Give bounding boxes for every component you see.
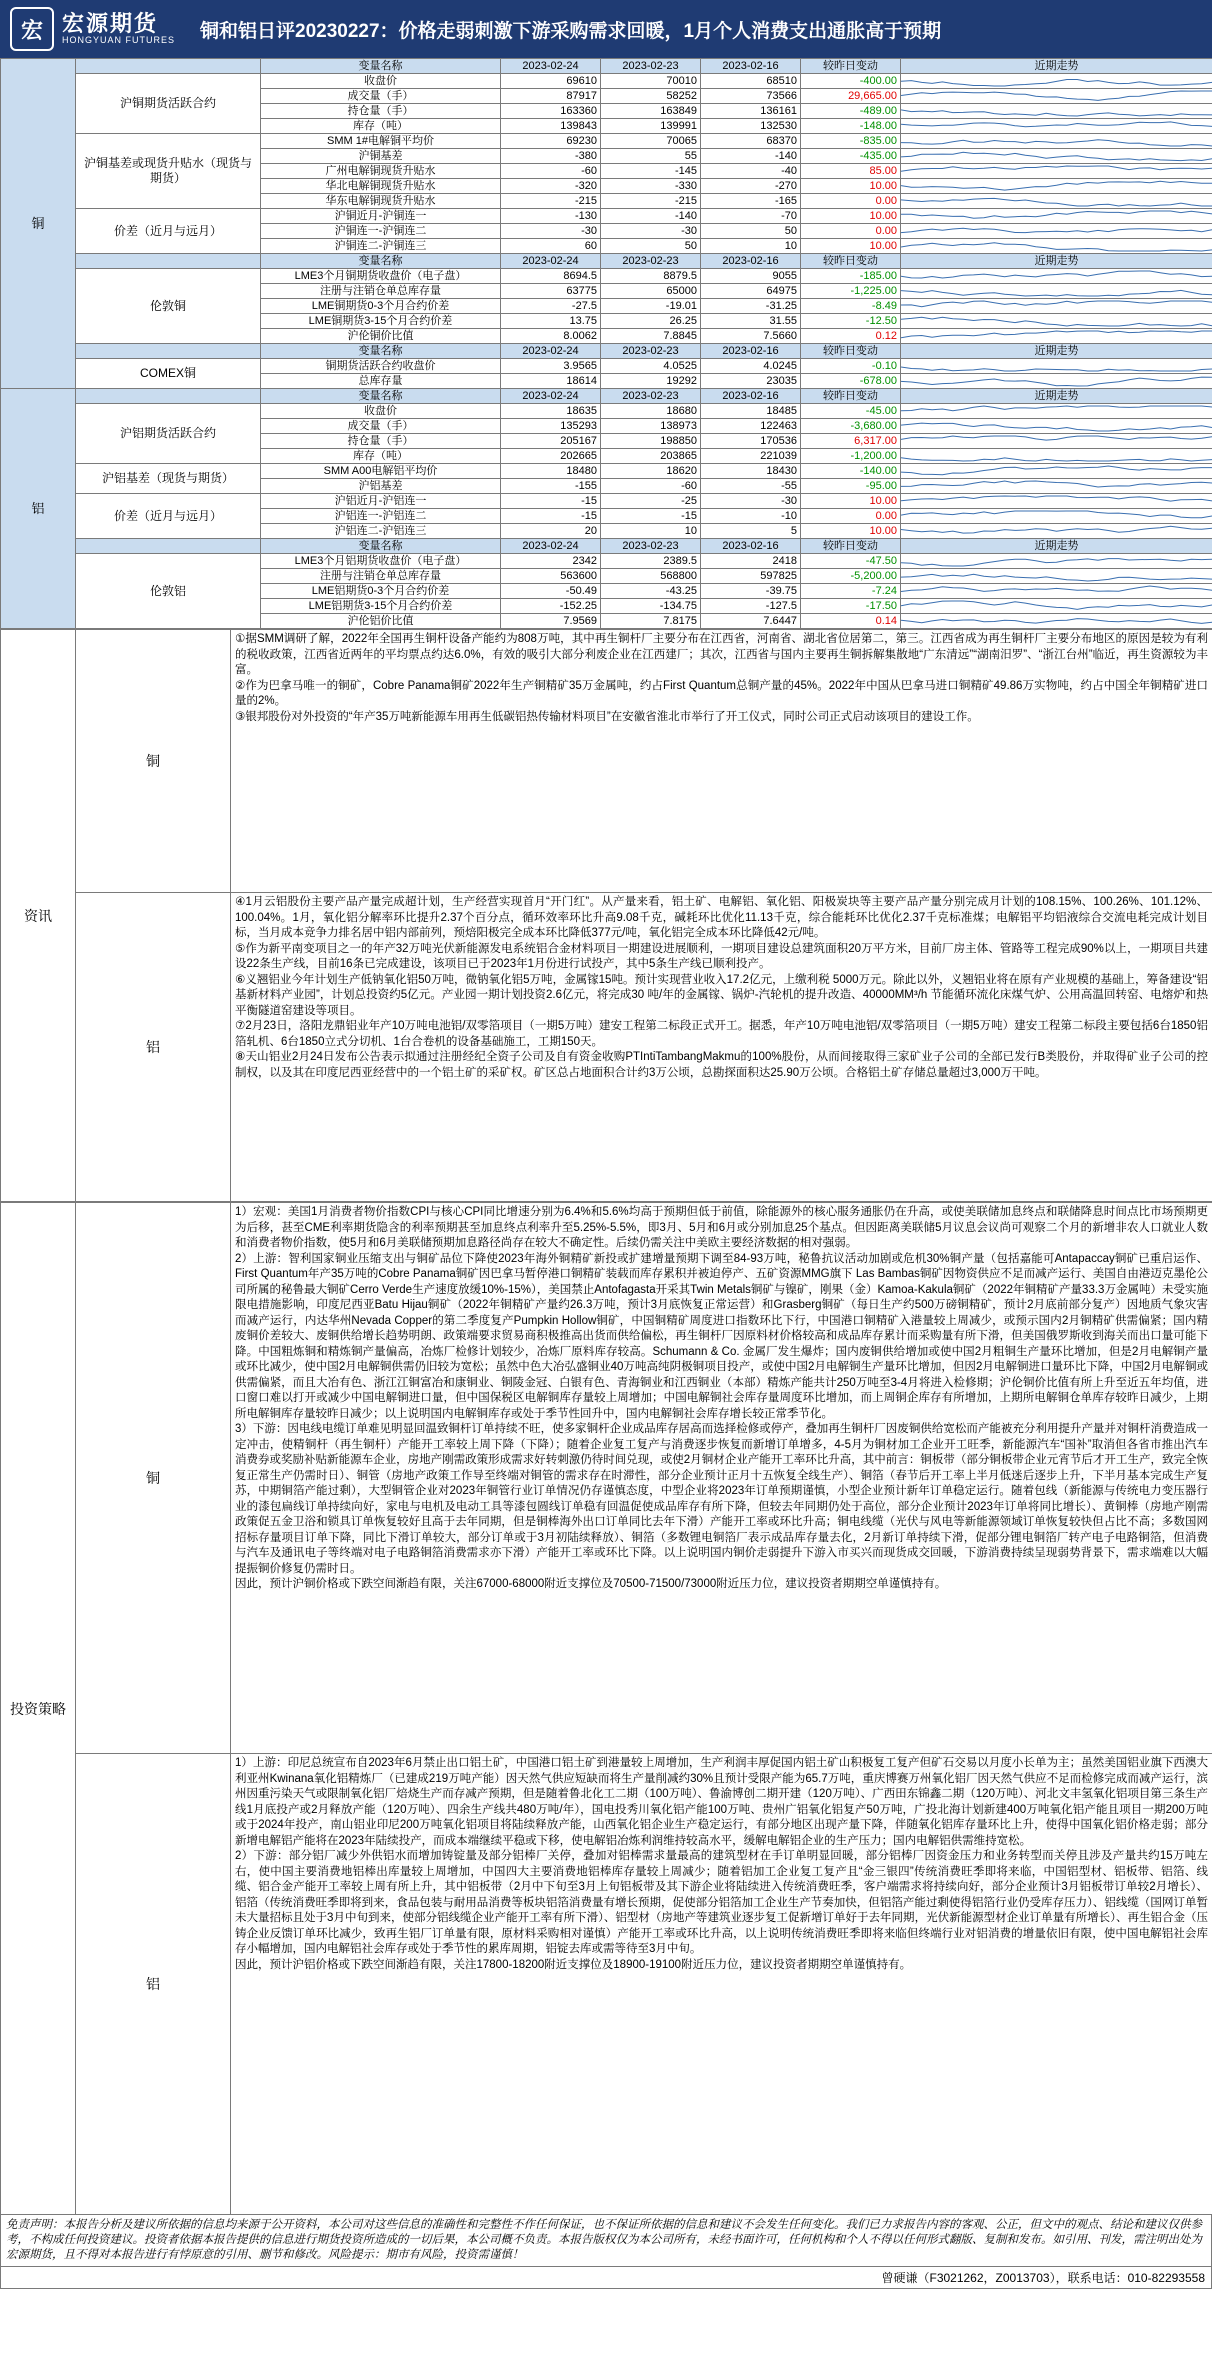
change-value: -1,200.00 [801,449,901,464]
value-prev-day: 139991 [601,119,701,134]
value-prev-week: -10 [701,509,801,524]
change-value: -7.24 [801,584,901,599]
variable-name: 总库存量 [261,374,501,389]
variable-name: 注册与注销仓单总库存量 [261,284,501,299]
value-prev-day: -43.25 [601,584,701,599]
trend-sparkline [901,194,1212,209]
date-col-3: 2023-02-16 [701,389,801,404]
change-value: -8.49 [801,299,901,314]
change-col: 较昨日变动 [801,539,901,554]
table-row [1,209,1212,224]
value-current: -130 [501,209,601,224]
date-col-2: 2023-02-23 [601,389,701,404]
change-value: 0.00 [801,509,901,524]
group-label: COMEX铜 [76,359,261,389]
variable-name: 沪铜连一-沪铜连二 [261,224,501,239]
date-col-3: 2023-02-16 [701,344,801,359]
variable-name: 收盘价 [261,404,501,419]
value-prev-day: 70065 [601,134,701,149]
variable-name: 沪铜基差 [261,149,501,164]
trend-sparkline [901,209,1212,224]
variable-name: 铜期货活跃合约收盘价 [261,359,501,374]
trend-sparkline [901,374,1212,389]
value-current: 8.0062 [501,329,601,344]
variable-name: 成交量（手） [261,89,501,104]
trend-sparkline [901,284,1212,299]
group-label: 伦敦铝 [76,554,261,629]
column-header-row [1,59,1212,74]
trend-sparkline [901,164,1212,179]
value-prev-day: -15 [601,509,701,524]
variable-name: 成交量（手） [261,419,501,434]
value-current: -15 [501,494,601,509]
value-prev-day: 163849 [601,104,701,119]
value-prev-week: -70 [701,209,801,224]
paragraph: ②作为巴拿马唯一的铜矿，Cobre Panama铜矿2022年生产铜精矿35万金属吨，约占First Quantum总铜产量的45%。2022年中国从巴拿马进口铜精矿49.86万实物吨，约占中国全年铜精矿进口量的2%。 [235,679,1208,707]
variable-name: 持仓量（手） [261,434,501,449]
group-label: 价差（近月与远月） [76,209,261,254]
trend-col: 近期走势 [901,254,1212,269]
value-prev-week: 7.6447 [701,614,801,629]
variable-name: LME铝期货0-3个月合约价差 [261,584,501,599]
change-value: -47.50 [801,554,901,569]
value-current: 69230 [501,134,601,149]
date-col-2: 2023-02-23 [601,59,701,74]
value-current: 202665 [501,449,601,464]
group-label: 沪铝期货活跃合约 [76,404,261,464]
value-current: -60 [501,164,601,179]
date-col-1: 2023-02-24 [501,59,601,74]
change-value: 10.00 [801,239,901,254]
value-prev-week: 597825 [701,569,801,584]
value-prev-week: 136161 [701,104,801,119]
variable-name: LME铜期货0-3个月合约价差 [261,299,501,314]
section-label: 铝 [1,389,76,629]
value-prev-day: 138973 [601,419,701,434]
variable-name: 沪铜近月-沪铜连一 [261,209,501,224]
trend-sparkline [901,509,1212,524]
news-table [0,629,1212,1202]
value-prev-week: -165 [701,194,801,209]
value-prev-week: 64975 [701,284,801,299]
value-prev-day: 58252 [601,89,701,104]
change-value: 10.00 [801,179,901,194]
value-prev-day: 18620 [601,464,701,479]
column-header-row [1,389,1212,404]
value-prev-day: 568800 [601,569,701,584]
table-row [1,269,1212,284]
trend-col: 近期走势 [901,389,1212,404]
value-current: -15 [501,509,601,524]
trend-sparkline [901,464,1212,479]
value-prev-day: 7.8175 [601,614,701,629]
variable-name: 收盘价 [261,74,501,89]
trend-sparkline [901,434,1212,449]
change-value: -400.00 [801,74,901,89]
date-col-2: 2023-02-23 [601,539,701,554]
group-label: 伦敦铜 [76,269,261,344]
date-col-3: 2023-02-16 [701,539,801,554]
company-logo [0,0,190,58]
change-value: 10.00 [801,209,901,224]
change-col: 较昨日变动 [801,389,901,404]
variable-name: 沪铝基差 [261,479,501,494]
paragraph: 因此，预计沪铝价格或下跌空间渐趋有限，关注17800-18200附近支撑位及18900-19100附近压力位，建议投资者期期空单谨慎持有。 [235,1958,912,1971]
value-prev-week: 170536 [701,434,801,449]
value-prev-week: 10 [701,239,801,254]
trend-sparkline [901,614,1212,629]
paragraph: 1）上游：印尼总统宣布自2023年6月禁止出口铝土矿，中国港口铝土矿到港量较上周增加，生产利润丰厚促国内铝土矿山积极复工复产但矿石交易以月度小长单为主；虽然美国铝业旗下西澳大利亚州Kwinana氧化铝精炼厂（已建成219万吨产能）因天然气供应短缺而将生产量削减约30%且预计受限产能为65.7万吨，重庆博赛万州氧化铝厂因天然气供应不足而检修完成而减产运行，滨州因重污染天气或限制氧化铝厂焙烧生产而存减产预期，但是随着鲁北化工二期（100万吨）、鲁渝博创二期开建（120万吨）、广西田东锦鑫二期（120万吨）、河北文丰氢氧化铝项目第三条生产线1月底投产或2月释放产能（120万吨）、四余生产线共480万吨/年），国电投秀川氧化铝产能100万吨、贵州广铝氧化铝复产50万吨，广投北海计划新建400万吨氧化铝产能且项目一期200万吨或于2024年投产，南山铝业印尼200万吨氧化铝项目将陆续释放产能，山西氧化铝企业生产稳定运行，有部分地区出现产量下降，伴随氧化铝库存量环比上升，使得中国氧化铝价格走弱；部分新增电解铝产能将在2023年陆续投产，而成本端继续平稳或下移，使电解铝冶炼利润维持较高水平，缓解电解铝企业的生产压力；国内电解铝供需维持宽松。 [235,1757,1208,1847]
value-prev-week: 2418 [701,554,801,569]
news-copper-label: 铜 [76,630,231,893]
variable-name: 沪铝连一-沪铝连二 [261,509,501,524]
change-value: 0.00 [801,224,901,239]
variable-name: LME铜期货3-15个月合约价差 [261,314,501,329]
trend-sparkline [901,149,1212,164]
variable-name: 沪铜连二-沪铜连三 [261,239,501,254]
value-prev-week: 7.5660 [701,329,801,344]
date-col-1: 2023-02-24 [501,389,601,404]
value-prev-day: 55 [601,149,701,164]
strategy-copper-text [231,1203,1212,1754]
date-col-2: 2023-02-23 [601,254,701,269]
header-spacer [76,344,261,359]
market-data-table [0,58,1212,629]
variable-name: 华北电解铜现货升贴水 [261,179,501,194]
strategy-copper-label: 铜 [76,1203,231,1754]
value-prev-day: 2389.5 [601,554,701,569]
variable-name: LME3个月铜期货收盘价（电子盘） [261,269,501,284]
value-prev-week: -127.5 [701,599,801,614]
paragraph: ③银邦股份对外投资的“年产35万吨新能源车用再生低碳铝热传输材料项目”在安徽省淮北市举行了开工仪式，同时公司正式启动该项目的建设工作。 [235,710,979,723]
strategy-aluminum-label: 铝 [76,1754,231,2215]
variable-name: SMM 1#电解铜平均价 [261,134,501,149]
value-prev-day: 70010 [601,74,701,89]
trend-sparkline [901,119,1212,134]
paragraph: ⑦2月23日，洛阳龙鼎铝业年产10万吨电池铝/双零箔项目（一期5万吨）建安工程第二标段正式开工。据悉，年产10万吨电池铝/双零箔项目（一期5万吨）建安工程第二标段主要包括6台1850铝箔轧机、6台1850立式分切机、1台合卷机的设备基础施工，工期150天。 [235,1020,1208,1048]
table-row [1,134,1212,149]
trend-col: 近期走势 [901,539,1212,554]
change-value: -678.00 [801,374,901,389]
变量名称-col: 变量名称 [261,389,501,404]
change-value: -3,680.00 [801,419,901,434]
trend-sparkline [901,404,1212,419]
variable-name: SMM A00电解铝平均价 [261,464,501,479]
variable-name: 沪铝近月-沪铝连一 [261,494,501,509]
value-prev-week: 73566 [701,89,801,104]
trend-sparkline [901,554,1212,569]
news-aluminum-label: 铝 [76,893,231,1202]
date-col-1: 2023-02-24 [501,344,601,359]
trend-sparkline [901,599,1212,614]
news-section-label: 资讯 [1,630,76,1202]
value-prev-day: 203865 [601,449,701,464]
value-prev-day: -215 [601,194,701,209]
value-current: 139843 [501,119,601,134]
date-col-3: 2023-02-16 [701,59,801,74]
value-current: -30 [501,224,601,239]
value-prev-day: -60 [601,479,701,494]
value-current: 135293 [501,419,601,434]
change-value: -45.00 [801,404,901,419]
change-value: 0.00 [801,194,901,209]
change-value: -17.50 [801,599,901,614]
trend-sparkline [901,569,1212,584]
change-col: 较昨日变动 [801,59,901,74]
variable-name: 沪铝连二-沪铝连三 [261,524,501,539]
value-current: -152.25 [501,599,601,614]
value-prev-week: 18430 [701,464,801,479]
paragraph: 3）下游：因电线电缆订单难见明显回温致铜杆订单持续不旺，使多家铜杆企业成品库存居高而选择检修或停产，叠加再生铜杆厂因废铜供给宽松而产能被充分利用提升产量并对铜杆消费造成一定冲击，使精铜杆（再生铜杆）产能开工率较上周下降（下降）；随着企业复工复产与消费逐步恢复而新增订单增多，4-5月为铜材加工企业开工旺季，新能源汽车“国补”取消但各省市推出汽车消费券或奖励补贴新能源车企业，房地产刚需政策形成需求好转刺激仍待时间兑现，或使2月铜材企业产能开工率环比升高，其中前言：铜板带（部分铜板带企业元宵节后才开工生产，致完全恢复正常生产仍需时日）、铜管（房地产政策工作导至终端对铜管的需求存在时滞性，部分企业预计正月十五恢复全线生产）、铜箔（春节后开工率上半月低迷后逐步上升，下半月基本完成生产复苏，中期铜箔产能过剩），大型铜管企业对2023年铜管行业订单情况仍存谨慎态度，中型企业将2023年订单预期谨慎，小型企业预计新年订单稳定运行。随着包线（新能源与传统电力变压器行业的漆包扁线订单持续向好，家电与电机及电动工具等漆包圆线订单稳有回温促使成品库存有所下降，但较去年同期仍处于高位，部分企业预计2023年订单将同比增长）、黄铜棒（房地产刚需政策促五金卫浴和锁具订单恢复较好且高于去年同期，但是铜棒海外出口订单同比去年下滑）产能开工率或环比升高；铜电线缆（光伏与风电等新能源领域订单恢复较快但占比不高；多数国网招标存量项目订单下降，同比下滑订单较大，部分订单或于3月初陆续释放）、铜箔（多数锂电铜箔厂表示成品库存量去化，2月新订单持续下滑，促部分锂电铜箔厂转产电子电路铜箔，但消费与汽车及通讯电子等终端对电子电路铜箔消费需求亦下滑）产能开工率或环比下降。以上说明国内铜价走弱提升下游入市买兴而现货成交回暖，下游消费持续呈现弱势背景下，需求端难以大幅提振铜价修复仍需时日。 [235,1423,1208,1575]
value-current: 18614 [501,374,601,389]
variable-name: 沪伦铝价比值 [261,614,501,629]
strategy-aluminum-text [231,1754,1212,2215]
variable-name: 库存（吨） [261,119,501,134]
change-value: 29,665.00 [801,89,901,104]
date-col-1: 2023-02-24 [501,254,601,269]
change-value: 10.00 [801,524,901,539]
变量名称-col: 变量名称 [261,254,501,269]
value-current: -50.49 [501,584,601,599]
news-aluminum-text [231,893,1212,1202]
value-prev-week: -140 [701,149,801,164]
paragraph: 因此，预计沪铜价格或下跌空间渐趋有限，关注67000-68000附近支撑位及70500-71500/73000附近压力位，建议投资者期期空单谨慎持有。 [235,1578,947,1590]
trend-sparkline [901,479,1212,494]
strategy-section-label: 投资策略 [1,1203,76,2215]
change-value: -0.10 [801,359,901,374]
value-current: 18480 [501,464,601,479]
value-prev-day: 18680 [601,404,701,419]
trend-sparkline [901,449,1212,464]
paragraph: 2）上游：智利国家铜业压缩支出与铜矿品位下降使2023年海外铜精矿新投或扩建增量预期下调至84-93万吨，秘鲁抗议活动加剧或危机30%铜产量（包括嘉能可Antapaccay铜矿已重启运作、First Quantum年产35万吨的Cobre Panama铜矿因巴拿马暂停港口铜精矿装载而库存累积并被迫停产、五矿资源MMG旗下 Las Bambas铜矿因物资供应不足而减产运行、美国自由港迈克墨伦公司所属的秘鲁最大铜矿Cerro Verde生产速度放缓10%-15%），美国禁止Antofagasta开采其Twin Metals铜矿与镍矿，刚果（金）Kamoa-Kakula铜矿（2022年铜精矿产量33.3万金属吨）未受实施限电措施影响，印度尼西亚Batu Hijau铜矿（2022年铜精矿产量约26.3万吨，预计3月底恢复正常运营）和Grasberg铜矿（每日生产约500万磅铜精矿，预计2月底前部分复产）因地质气象灾害而减产运行，内达华州Nevada Copper的第二季度复产Pumpkin Hollow铜矿，中国铜精矿周度进口指数环比下行，中国港口铜精矿入港量较上周减少，或预示国内2月铜精矿供需偏紧；国内精废铜价差较大、废铜供给增长趋势明朗、政策端要求贸易商积极推高出货而供给偏松，再生铜杆厂因原料材价格较高和成品库存累计而采购量有所下滑，但美国俄罗斯收到海关而出口量可能下降。中国粗炼铜和精炼铜产量偏高，冶炼厂检修计划较少，冶炼厂原料库存较高。Schumann & Co. 金属厂发生爆炸；国内废铜供给增加或使中国2月粗铜生产量环比增加，但是2月电解铜产量或环比减少，使中国2月电解铜供需仍旧较为宽松；虽然中色大冶弘盛铜业40万吨高纯阴极铜项目投产，或使中国2月电解铜生产量环比增加，但因2月电解铜进口量环比下降，中国2月电解铜或供需偏紧，而且大冶有色、浙江江铜富冶和康铜业、铜陵金冠、白银有色、青海铜业和江西铜业（本部）精炼产能共计250万吨至3-4月将进入检修期；沪伦铜价比值有所上升至近五年均值，进口窗口难以打开或减少中国电解铜进口量，但中国保税区电解铜库存量较上周增加；中国电解铜社会库存量周度环比增加，而上周铜企库存有所增加，上期所电解铜仓单库存较昨日减少，上期所电解铜库存量较昨日减少；以上说明国内电解铜库存或处于季节性回升中，国内电解铜社会库存增长较正常季节化。 [235,1252,1208,1420]
table-row [1,464,1212,479]
value-prev-day: -145 [601,164,701,179]
paragraph: ⑤作为新平南变项目之一的年产32万吨光伏新能源发电系统铝合金材料项目一期建设进展顺利，一期项目建设总建筑面积20万平方米，目前厂房主体、管路等工程完成90%以上，一期项目共建设22条生产线，目前16条已完成建设，该项目已于2023年1月份进行试投产，其中5条生产线已顺利投产。 [235,942,1208,970]
change-value: 85.00 [801,164,901,179]
变量名称-col: 变量名称 [261,59,501,74]
table-row [1,404,1212,419]
value-current: 563600 [501,569,601,584]
value-prev-day: -134.75 [601,599,701,614]
trend-sparkline [901,494,1212,509]
value-prev-day: -140 [601,209,701,224]
value-current: 8694.5 [501,269,601,284]
value-prev-week: -39.75 [701,584,801,599]
change-value: -489.00 [801,104,901,119]
group-label: 沪铝基差（现货与期货） [76,464,261,494]
date-col-2: 2023-02-23 [601,344,701,359]
value-current: 205167 [501,434,601,449]
change-value: -835.00 [801,134,901,149]
value-current: -27.5 [501,299,601,314]
value-current: 2342 [501,554,601,569]
value-prev-week: 221039 [701,449,801,464]
value-prev-week: 31.55 [701,314,801,329]
logo-mark-icon: 宏 [10,7,54,51]
analyst-contact: 曾硬谦（F3021262，Z0013703），联系电话：010-82293558 [0,2267,1212,2289]
trend-sparkline [901,239,1212,254]
group-label: 价差（近月与远月） [76,494,261,539]
trend-sparkline [901,299,1212,314]
trend-sparkline [901,419,1212,434]
paragraph: ④1月云铝股份主要产品产量完成超计划，生产经营实现首月“开门红”。从产量来看，铝土矿、电解铝、氧化铝、阳极炭块等主要产品产量分别完成月计划的108.15%、100.26%、101.12%、100.04%。1月，氧化铝分解率环比提升2.37个百分点，循环效率环比升高9.08千克，碱耗环比优化11.13千克，综合能耗环比优化2.37千克标准煤；电解铝平均铝液综合交流电耗完成计划目标，当月成本竞争力排名居中铝内部前列，预焙阳极完全成本环比降低377元/吨，氧化铝完全成本环比降低42元/吨。 [235,896,1208,939]
value-prev-week: -30 [701,494,801,509]
value-current: 60 [501,239,601,254]
trend-sparkline [901,89,1212,104]
value-prev-week: 68370 [701,134,801,149]
disclaimer: 免责声明：本报告分析及建议所依据的信息均来源于公开资料，本公司对这些信息的准确性和完整性不作任何保证，也不保证所依据的信息和建议不会发生任何变化。我们已力求报告内容的客观、公正，但文中的观点、结论和建议仅供参考，不构成任何投资建议。投资者依据本报告提供的信息进行期货投资所造成的一切后果，本公司概不负责。本报告版权仅为本公司所有，未经书面许可，任何机构和个人不得以任何形式翻版、复制和发布。如引用、刊发，需注明出处为宏源期货，且不得对本报告进行有悖原意的引用、删节和修改。风险提示：期市有风险，投资需谨慎！ [0,2215,1212,2267]
change-value: -12.50 [801,314,901,329]
value-prev-day: -25 [601,494,701,509]
column-header-row [1,254,1212,269]
change-value: -5,200.00 [801,569,901,584]
value-prev-day: 198850 [601,434,701,449]
变量名称-col: 变量名称 [261,344,501,359]
value-prev-week: 132530 [701,119,801,134]
value-current: 7.9569 [501,614,601,629]
value-current: 20 [501,524,601,539]
value-current: -320 [501,179,601,194]
trend-sparkline [901,359,1212,374]
report-header [0,0,1212,58]
change-value: -1,225.00 [801,284,901,299]
value-prev-week: 23035 [701,374,801,389]
value-prev-week: 4.0245 [701,359,801,374]
logo-name-cn: 宏源期货 [62,10,159,36]
variable-name: 沪伦铜价比值 [261,329,501,344]
paragraph: ⑥义翘铝业今年计划生产低钠氧化铝50万吨，微钠氧化铝5万吨，金属镓15吨。预计实现营业收入17.2亿元，上缴利税 5000万元。除此以外，义翘铝业将在原有产业规模的基础上，筹备建设“铝基新材料产业园”，计划总投资约5亿元。产业园一期计划投资2.6亿元，将完成30 吨/年的金属镓、锅炉-汽轮机的提升改造、40000MM³/h 节能循环流化床煤气炉、公用高温回转窑、电熔炉和热平衡隧道窑建设等项目。 [235,973,1208,1017]
value-current: 3.9565 [501,359,601,374]
value-prev-week: -55 [701,479,801,494]
report-title: 铜和铝日评20230227：价格走弱刺激下游采购需求回暖，1月个人消费支出通胀高于预期 [200,20,942,42]
variable-name: 库存（吨） [261,449,501,464]
strategy-table [0,1202,1212,2215]
change-col: 较昨日变动 [801,344,901,359]
value-prev-day: -330 [601,179,701,194]
value-prev-day: 65000 [601,284,701,299]
value-current: 69610 [501,74,601,89]
value-prev-week: 5 [701,524,801,539]
change-value: -435.00 [801,149,901,164]
value-prev-week: 50 [701,224,801,239]
value-current: -215 [501,194,601,209]
change-value: -148.00 [801,119,901,134]
value-prev-week: -270 [701,179,801,194]
group-label: 沪铜期货活跃合约 [76,74,261,134]
change-value: -140.00 [801,464,901,479]
variable-name: 注册与注销仓单总库存量 [261,569,501,584]
paragraph: ①据SMM调研了解，2022年全国再生铜杆设备产能约为808万吨，其中再生铜杆厂主要分布在江西省，河南省、湖北省位居第二，第三。江西省成为再生铜杆厂主要分布地区的原因是较为有利的税收政策，江西省近两年的平均票点约达6.0%，有效的吸引大部分利废企业在江西建厂；其次，江西省与国内主要再生铜拆解集散地“广东清远”“湖南汨罗”、“浙江台州”临近，再生资源较为丰富。 [235,633,1208,676]
paragraph: 1）宏观：美国1月消费者物价指数CPI与核心CPI同比增速分别为6.4%和5.6%均高于预期但低于前值，除能源外的核心服务通胀仍在升高，或使美联储加息终点和联储降息时间点比市场预期更为后移，甚至CME利率期货隐含的利率预期甚至加息终点利率升至5.25%-5.5%，即3月、5月和6月或分别加息25个基点。但因距离美联储5月议息会议尚可观察二个月的新增非农人口就业人数和消费者物价指数，使5月和6月美联储预期加息路径尚存在较大不确定性。后续仍需关注中美欧主要经济数据的相对强弱。 [235,1206,1208,1249]
trend-sparkline [901,269,1212,284]
value-prev-week: -40 [701,164,801,179]
variable-name: LME铝期货3-15个月合约价差 [261,599,501,614]
change-value: 10.00 [801,494,901,509]
value-current: 163360 [501,104,601,119]
trend-sparkline [901,524,1212,539]
trend-sparkline [901,104,1212,119]
table-row [1,74,1212,89]
value-current: -155 [501,479,601,494]
value-current: 18635 [501,404,601,419]
trend-col: 近期走势 [901,59,1212,74]
change-value: -185.00 [801,269,901,284]
header-spacer [76,254,261,269]
group-label: 沪铜基差或现货升贴水（现货与期货） [76,134,261,209]
variable-name: 广州电解铜现货升贴水 [261,164,501,179]
change-value: 6,317.00 [801,434,901,449]
change-col: 较昨日变动 [801,254,901,269]
value-prev-day: 4.0525 [601,359,701,374]
column-header-row [1,344,1212,359]
logo-name-en: HONGYUAN FUTURES [62,35,176,46]
table-row [1,359,1212,374]
paragraph: ⑧天山铝业2月24日发布公告表示拟通过注册经纪全资子公司及自有资金收购PTIntiTambangMakmu的100%股份，从而间接取得三家矿业子公司的全部已发行B类股份，并取得矿业子公司的控制权，以及其在印度尼西亚经营中的一个铝土矿的采矿权。矿区总占地面积合计约3万公顷，总勘探面积达25.90万公顷。合格铝土矿存储总量超过3,000万干吨。 [235,1051,1208,1079]
变量名称-col: 变量名称 [261,539,501,554]
value-prev-day: -30 [601,224,701,239]
table-row [1,494,1212,509]
change-value: -95.00 [801,479,901,494]
trend-sparkline [901,329,1212,344]
date-col-1: 2023-02-24 [501,539,601,554]
value-prev-day: 7.8845 [601,329,701,344]
change-value: 0.14 [801,614,901,629]
variable-name: 华东电解铜现货升贴水 [261,194,501,209]
variable-name: LME3个月铝期货收盘价（电子盘） [261,554,501,569]
value-prev-week: 122463 [701,419,801,434]
paragraph: 2）下游：部分铝厂减少外供铝水而增加铸锭量及部分铝棒厂关停，叠加对铝棒需求量最高的建筑型材在手订单明显回暖，部分铝棒厂因资金压力和业务转型而关停且涉及产量共约15万吨左右，使中国主要消费地铝棒出库量较上周增加，中国四大主要消费地铝棒库存量较上周减少；随着铝加工企业复工复产且“金三银四”传统消费旺季即将来临，中国铝型材、铝板带、铝箔、线缆、铝合金产能开工率较上周有所上升，其中铝板带（2月中下旬至3月上旬铝板带及其下游企业将陆续进入传统消费旺季，客户端需求将持续向好，部分企业预计3月铝板带订单较2月增长）、铝箔（传统消费旺季即将到来，食品包装与耐用品消费等板块铝箔消费量有增长预期，促使部分铝箔加工企业生产节奏加快，但铝箔产能过剩使得铝箔行业仍受库存压力）、铝线缆（国网订单暂未大量招标且处于3月中旬到来，使部分铝线缆企业产能开工率有所下滑）、铝型材（房地产等建筑业逐步复工促新增订单好于去年同期，光伏新能源型材企业订单量有所增长）、再生铝合金（压铸企业反馈订单环比减少，致再生铝厂订单量有限，原材料采购相对谨慎）产能开工率或环比升高，以上说明传统消费旺季即将来临但终端行业对铝消费的增量依旧有限，使中国电解铝社会库存小幅增加，国内电解铝社会库存或处于季节性的累库周期，铝锭去库或需等待至3月中旬。 [235,1850,1208,1955]
header-spacer [76,539,261,554]
value-current: 63775 [501,284,601,299]
value-current: -380 [501,149,601,164]
trend-sparkline [901,179,1212,194]
value-prev-day: 50 [601,239,701,254]
news-copper-text [231,630,1212,893]
value-prev-day: 10 [601,524,701,539]
date-col-3: 2023-02-16 [701,254,801,269]
value-current: 13.75 [501,314,601,329]
trend-sparkline [901,74,1212,89]
value-prev-day: 19292 [601,374,701,389]
value-current: 87917 [501,89,601,104]
value-prev-week: 9055 [701,269,801,284]
variable-name: 持仓量（手） [261,104,501,119]
value-prev-day: 8879.5 [601,269,701,284]
column-header-row [1,539,1212,554]
header-spacer [76,59,261,74]
section-label: 铜 [1,59,76,389]
table-row [1,554,1212,569]
trend-sparkline [901,134,1212,149]
header-spacer [76,389,261,404]
trend-sparkline [901,314,1212,329]
value-prev-day: -19.01 [601,299,701,314]
trend-sparkline [901,584,1212,599]
value-prev-week: 68510 [701,74,801,89]
trend-col: 近期走势 [901,344,1212,359]
change-value: 0.12 [801,329,901,344]
trend-sparkline [901,224,1212,239]
value-prev-week: -31.25 [701,299,801,314]
value-prev-week: 18485 [701,404,801,419]
value-prev-day: 26.25 [601,314,701,329]
